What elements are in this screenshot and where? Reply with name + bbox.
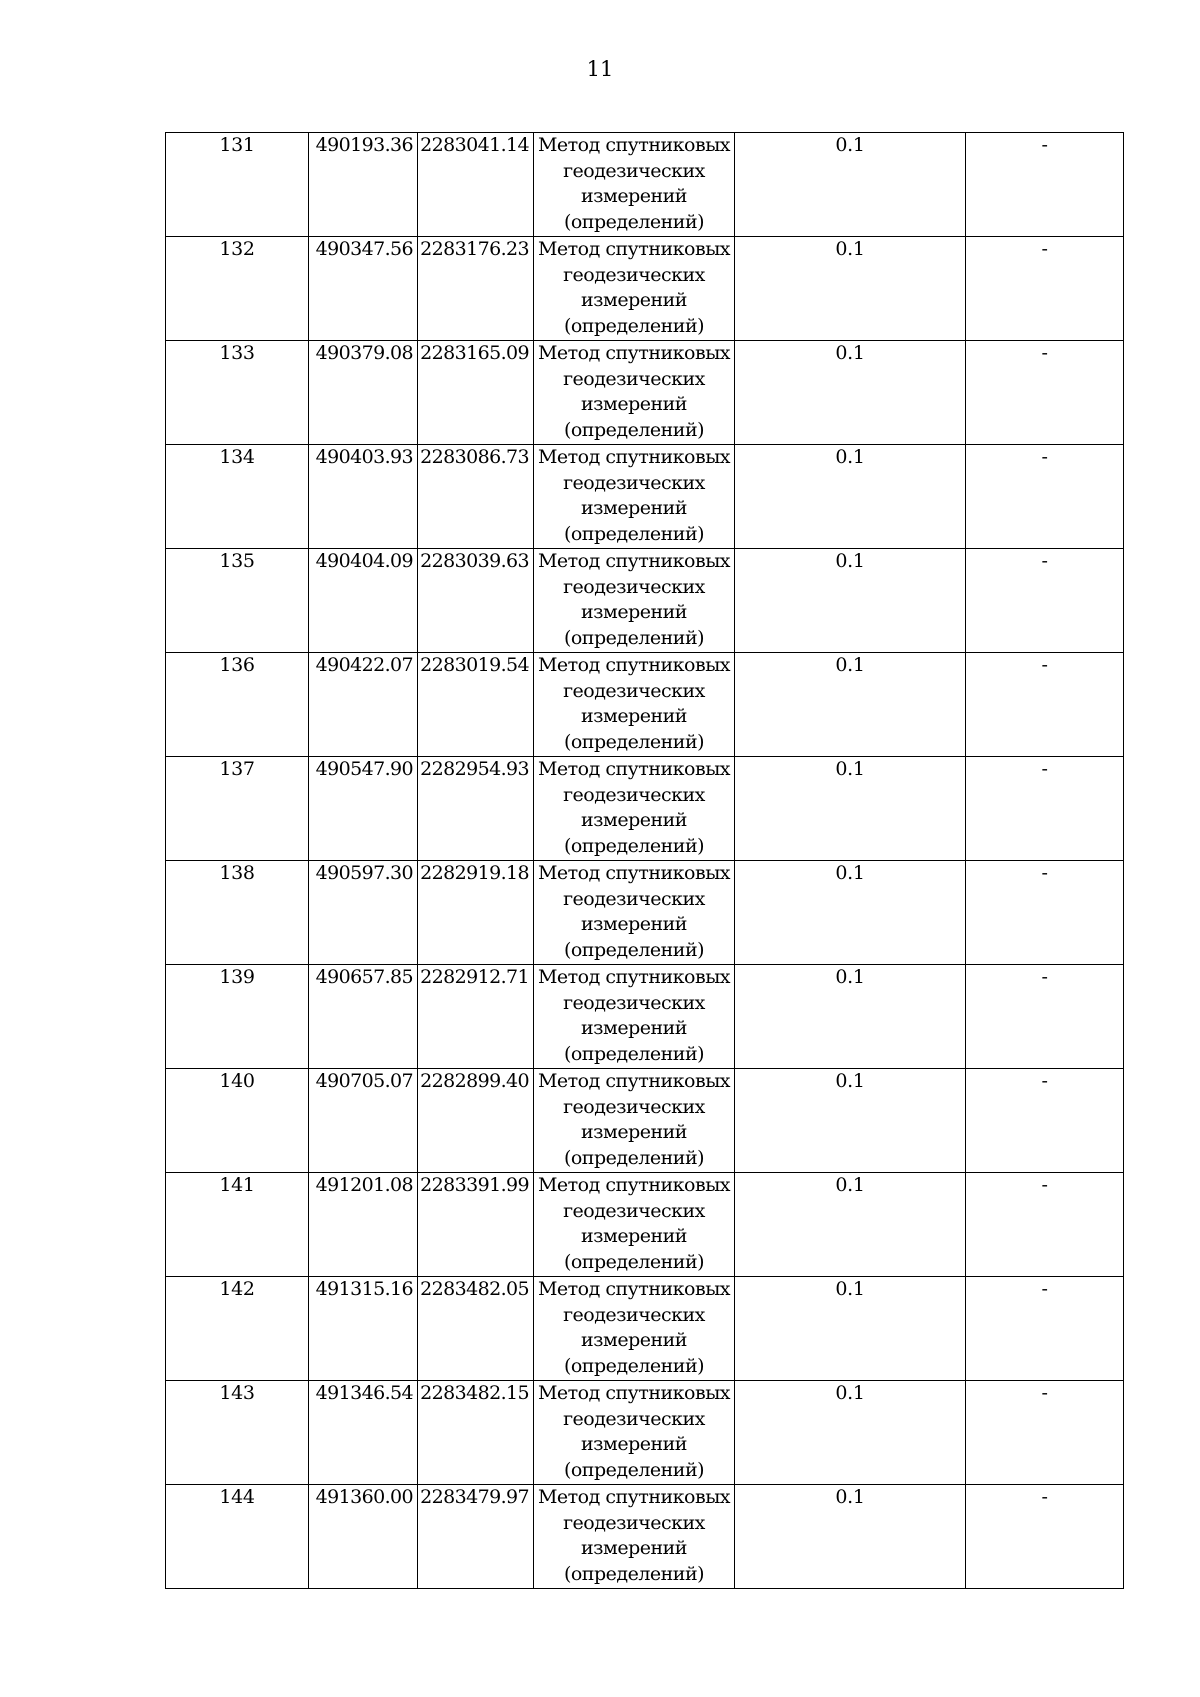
- x-coordinate-cell: 490379.08: [309, 341, 418, 445]
- method-cell: [534, 549, 735, 653]
- accuracy-cell: 0.1: [735, 133, 966, 237]
- y-coordinate-cell: 2283479.97: [418, 1485, 534, 1589]
- method-cell: [534, 1485, 735, 1589]
- point-number-cell: 134: [166, 445, 309, 549]
- x-coordinate-cell: 490597.30: [309, 861, 418, 965]
- point-number-cell: 136: [166, 653, 309, 757]
- method-text-line: измерений: [581, 1433, 687, 1456]
- method-text-line: геодезических: [563, 1095, 705, 1118]
- point-number-cell: 141: [166, 1173, 309, 1277]
- method-text-line: Метод спутниковых: [537, 1486, 731, 1508]
- y-coordinate-cell: 2283165.09: [418, 341, 534, 445]
- x-coordinate-cell: 490193.36: [309, 133, 418, 237]
- method-text-line: (определений): [563, 522, 705, 545]
- accuracy-cell: 0.1: [735, 757, 966, 861]
- table-row: [166, 237, 1124, 341]
- x-coordinate-cell: 490404.09: [309, 549, 418, 653]
- coordinates-table-body: [166, 133, 1124, 1589]
- y-coordinate-cell: 2283041.14: [418, 133, 534, 237]
- note-cell: -: [966, 861, 1124, 965]
- y-coordinate-cell: 2283176.23: [418, 237, 534, 341]
- method-text-line: (определений): [563, 730, 705, 753]
- y-coordinate-cell: 2283039.63: [418, 549, 534, 653]
- accuracy-cell: 0.1: [735, 1381, 966, 1485]
- note-cell: -: [966, 965, 1124, 1069]
- accuracy-cell: 0.1: [735, 341, 966, 445]
- method-text-line: (определений): [563, 938, 705, 961]
- method-text-line: (определений): [563, 1250, 705, 1273]
- note-cell: -: [966, 1381, 1124, 1485]
- method-cell: [534, 341, 735, 445]
- method-text-line: геодезических: [563, 1511, 705, 1534]
- method-cell: [534, 653, 735, 757]
- method-cell: [534, 757, 735, 861]
- page-number: 11: [586, 57, 614, 81]
- method-text-line: (определений): [563, 626, 705, 649]
- accuracy-cell: 0.1: [735, 965, 966, 1069]
- note-cell: -: [966, 133, 1124, 237]
- method-text-line: измерений: [581, 289, 687, 312]
- table-row: [166, 1173, 1124, 1277]
- method-text-line: (определений): [563, 1042, 705, 1065]
- method-text-line: Метод спутниковых: [537, 654, 731, 676]
- y-coordinate-cell: 2282899.40: [418, 1069, 534, 1173]
- method-text-line: геодезических: [563, 159, 705, 182]
- note-cell: -: [966, 341, 1124, 445]
- table-row: [166, 133, 1124, 237]
- accuracy-cell: 0.1: [735, 237, 966, 341]
- note-cell: -: [966, 653, 1124, 757]
- method-text-line: геодезических: [563, 783, 705, 806]
- method-text-line: измерений: [581, 185, 687, 208]
- method-text-line: измерений: [581, 601, 687, 624]
- method-text-line: измерений: [581, 809, 687, 832]
- accuracy-cell: 0.1: [735, 861, 966, 965]
- method-text-line: измерений: [581, 1537, 687, 1560]
- point-number-cell: 131: [166, 133, 309, 237]
- method-text-line: геодезических: [563, 575, 705, 598]
- method-text-line: Метод спутниковых: [537, 1278, 731, 1300]
- table-row: [166, 757, 1124, 861]
- method-text-line: Метод спутниковых: [537, 1070, 731, 1092]
- method-text-line: Метод спутниковых: [537, 446, 731, 468]
- method-cell: [534, 1173, 735, 1277]
- x-coordinate-cell: 490547.90: [309, 757, 418, 861]
- method-text-line: измерений: [581, 705, 687, 728]
- note-cell: -: [966, 757, 1124, 861]
- accuracy-cell: 0.1: [735, 1485, 966, 1589]
- method-text-line: измерений: [581, 497, 687, 520]
- note-cell: -: [966, 237, 1124, 341]
- method-text-line: Метод спутниковых: [537, 550, 731, 572]
- method-text-line: (определений): [563, 314, 705, 337]
- method-text-line: геодезических: [563, 263, 705, 286]
- accuracy-cell: 0.1: [735, 653, 966, 757]
- x-coordinate-cell: 491201.08: [309, 1173, 418, 1277]
- x-coordinate-cell: 491315.16: [309, 1277, 418, 1381]
- method-text-line: геодезических: [563, 1199, 705, 1222]
- method-text-line: (определений): [563, 1146, 705, 1169]
- y-coordinate-cell: 2282954.93: [418, 757, 534, 861]
- method-text-line: измерений: [581, 1121, 687, 1144]
- point-number-cell: 135: [166, 549, 309, 653]
- y-coordinate-cell: 2283482.05: [418, 1277, 534, 1381]
- method-text-line: измерений: [581, 1225, 687, 1248]
- point-number-cell: 138: [166, 861, 309, 965]
- point-number-cell: 142: [166, 1277, 309, 1381]
- accuracy-cell: 0.1: [735, 549, 966, 653]
- point-number-cell: 139: [166, 965, 309, 1069]
- method-text-line: измерений: [581, 393, 687, 416]
- table-row: [166, 1485, 1124, 1589]
- table-row: [166, 445, 1124, 549]
- accuracy-cell: 0.1: [735, 1277, 966, 1381]
- coordinates-table: [165, 132, 1124, 1589]
- method-cell: [534, 133, 735, 237]
- method-cell: [534, 1381, 735, 1485]
- method-text-line: Метод спутниковых: [537, 966, 731, 988]
- note-cell: -: [966, 1277, 1124, 1381]
- x-coordinate-cell: 490705.07: [309, 1069, 418, 1173]
- x-coordinate-cell: 490347.56: [309, 237, 418, 341]
- method-text-line: геодезических: [563, 471, 705, 494]
- method-text-line: (определений): [563, 1354, 705, 1377]
- table-row: [166, 653, 1124, 757]
- table-row: [166, 861, 1124, 965]
- accuracy-cell: 0.1: [735, 1173, 966, 1277]
- table-row: [166, 341, 1124, 445]
- y-coordinate-cell: 2282912.71: [418, 965, 534, 1069]
- table-row: [166, 1381, 1124, 1485]
- note-cell: -: [966, 1485, 1124, 1589]
- method-cell: [534, 445, 735, 549]
- table-row: [166, 549, 1124, 653]
- accuracy-cell: 0.1: [735, 445, 966, 549]
- table-row: [166, 1069, 1124, 1173]
- method-text-line: геодезических: [563, 367, 705, 390]
- method-text-line: геодезических: [563, 1407, 705, 1430]
- method-text-line: Метод спутниковых: [537, 134, 731, 156]
- method-cell: [534, 965, 735, 1069]
- method-text-line: (определений): [563, 210, 705, 233]
- point-number-cell: 143: [166, 1381, 309, 1485]
- method-text-line: Метод спутниковых: [537, 758, 731, 780]
- method-text-line: измерений: [581, 1017, 687, 1040]
- method-text-line: Метод спутниковых: [537, 862, 731, 884]
- method-text-line: (определений): [563, 1562, 705, 1585]
- y-coordinate-cell: 2283391.99: [418, 1173, 534, 1277]
- note-cell: -: [966, 1173, 1124, 1277]
- point-number-cell: 133: [166, 341, 309, 445]
- y-coordinate-cell: 2282919.18: [418, 861, 534, 965]
- y-coordinate-cell: 2283086.73: [418, 445, 534, 549]
- point-number-cell: 144: [166, 1485, 309, 1589]
- note-cell: -: [966, 549, 1124, 653]
- method-text-line: измерений: [581, 1329, 687, 1352]
- x-coordinate-cell: 490657.85: [309, 965, 418, 1069]
- point-number-cell: 132: [166, 237, 309, 341]
- method-text-line: Метод спутниковых: [537, 1382, 731, 1404]
- point-number-cell: 137: [166, 757, 309, 861]
- x-coordinate-cell: 490422.07: [309, 653, 418, 757]
- point-number-cell: 140: [166, 1069, 309, 1173]
- method-cell: [534, 1277, 735, 1381]
- x-coordinate-cell: 491360.00: [309, 1485, 418, 1589]
- method-cell: [534, 861, 735, 965]
- method-text-line: (определений): [563, 418, 705, 441]
- method-text-line: измерений: [581, 913, 687, 936]
- method-cell: [534, 237, 735, 341]
- method-text-line: геодезических: [563, 991, 705, 1014]
- method-text-line: Метод спутниковых: [537, 342, 731, 364]
- method-text-line: Метод спутниковых: [537, 1174, 731, 1196]
- table-row: [166, 1277, 1124, 1381]
- method-text-line: геодезических: [563, 679, 705, 702]
- y-coordinate-cell: 2283019.54: [418, 653, 534, 757]
- method-text-line: геодезических: [563, 887, 705, 910]
- x-coordinate-cell: 491346.54: [309, 1381, 418, 1485]
- method-text-line: (определений): [563, 834, 705, 857]
- method-text-line: геодезических: [563, 1303, 705, 1326]
- y-coordinate-cell: 2283482.15: [418, 1381, 534, 1485]
- method-text-line: (определений): [563, 1458, 705, 1481]
- accuracy-cell: 0.1: [735, 1069, 966, 1173]
- table-row: [166, 965, 1124, 1069]
- note-cell: -: [966, 445, 1124, 549]
- method-cell: [534, 1069, 735, 1173]
- method-text-line: Метод спутниковых: [537, 238, 731, 260]
- x-coordinate-cell: 490403.93: [309, 445, 418, 549]
- note-cell: -: [966, 1069, 1124, 1173]
